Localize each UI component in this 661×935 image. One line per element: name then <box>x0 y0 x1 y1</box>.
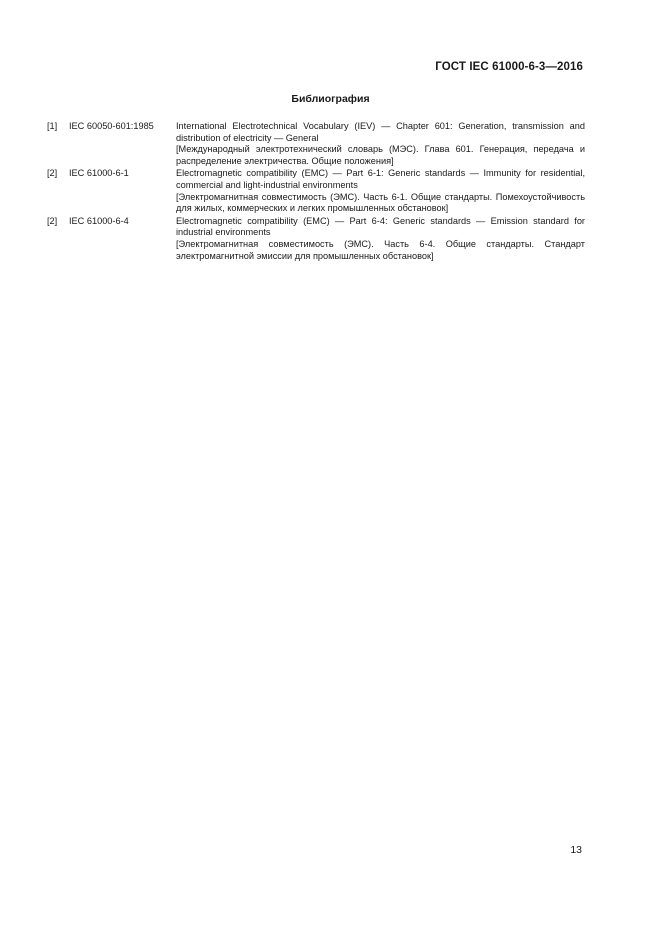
entry-russian-title: [Электромагнитная совместимость (ЭМС). Часть 6-1. Общие стандарты. Помехоустойчивость для жилых, коммерческих и легких промышленных обстановок] <box>176 191 585 214</box>
entry-standard-code: IEC 60050-601:1985 <box>69 121 154 131</box>
entry-english-title: Electromagnetic compatibility (EMC) — Part 6-1: Generic standards — Immunity for residential, commercial and light-industrial environments <box>176 168 585 190</box>
entry-english-title: Electromagnetic compatibility (EMC) — Part 6-4: Generic standards — Emission standard for industrial environments <box>176 215 585 238</box>
entry-number: [1] <box>47 121 58 131</box>
bibliography-entry <box>47 168 585 214</box>
entry-body <box>176 168 585 214</box>
entry-standard-code: IEC 61000-6-4 <box>69 215 129 226</box>
bibliography-title: Библиография <box>291 93 370 105</box>
bibliography-list <box>47 121 585 263</box>
page-number: 13 <box>570 844 582 856</box>
entry-english-title: International Electrotechnical Vocabulary (IEV) — Chapter 601: Generation, transmission and distribution of electricity — General <box>176 121 585 143</box>
document-code: ГОСТ IEC 61000-6-3—2016 <box>435 61 583 73</box>
bibliography-entry <box>47 216 585 262</box>
entry-russian-title: [Электромагнитная совместимость (ЭМС). Часть 6-4. Общие стандарты. Стандарт электромагнитной эмиссии для промышленных обстановок] <box>176 238 585 261</box>
entry-russian-title: [Международный электротехнический словарь (МЭС). Глава 601. Генерация, передача и распределение электричества. Общие положения] <box>176 144 585 166</box>
entry-number: [2] <box>47 168 58 179</box>
bibliography-entry <box>47 121 585 167</box>
entry-body <box>176 121 585 167</box>
entry-standard-code: IEC 61000-6-1 <box>69 168 129 179</box>
entry-body <box>176 216 585 262</box>
entry-number: [2] <box>47 215 58 226</box>
